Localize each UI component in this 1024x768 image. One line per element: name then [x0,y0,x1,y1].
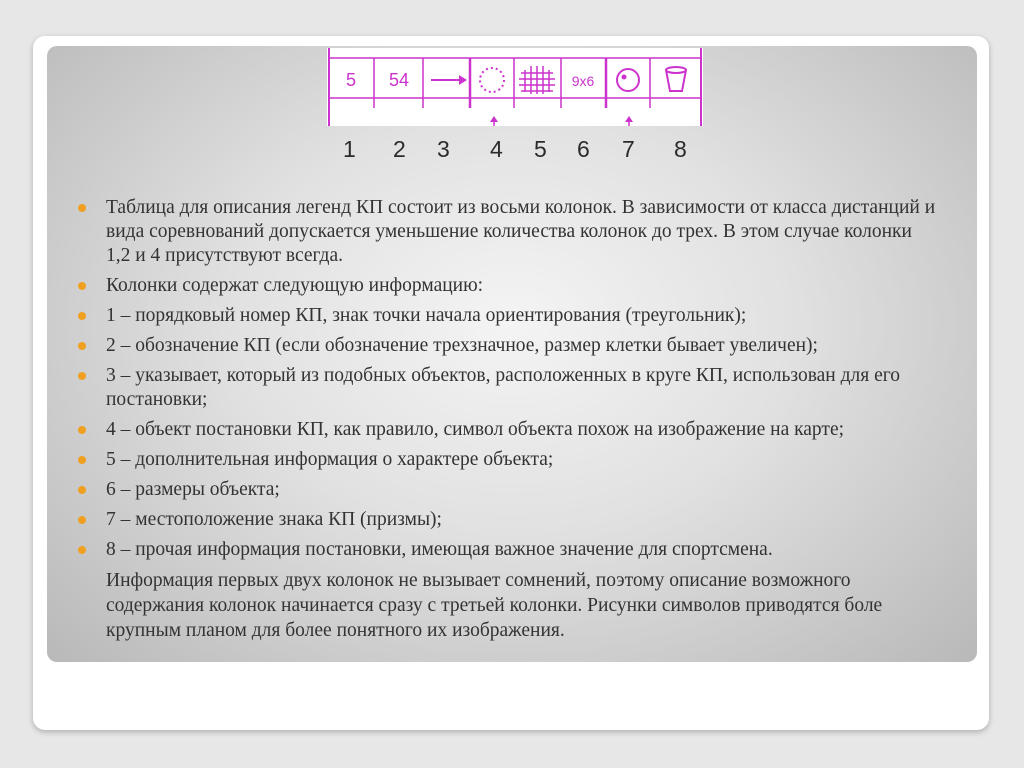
list-item-text: Колонки содержат следующую информацию: [106,275,484,296]
list-item-text: 5 – дополнительная информация о характере объекта; [106,449,554,470]
list-item [78,304,938,328]
list-item-text: Таблица для описания легенд КП состоит из восьми колонок. В зависимости от класса дистанций и вида соревнований допускается уменьшение количества колонок до трех. В этом случае колонки 1,2 и 4 присутствуют всегда. [106,197,936,266]
list-item-text: 3 – указывает, который из подобных объектов, расположенных в круге КП, использован для его постановки; [106,365,901,410]
grid-icon [519,66,555,94]
column-number: 8 [674,136,687,162]
bullet-dot-icon [78,312,86,320]
list-item-text: 1 – порядковый номер КП, знак точки начала ориентирования (треугольник); [106,305,747,326]
column-number: 5 [534,136,547,162]
list-item [78,538,938,562]
legend-cell-1: 5 [345,70,357,90]
list-item [78,334,938,358]
list-item-text: 7 – местоположение знака КП (призмы); [106,509,442,530]
dotted-circle-icon [480,68,504,92]
legend-cell-6: 9x6 [571,73,595,89]
bullet-dot-icon [78,426,86,434]
cup-icon [666,67,686,91]
list-item [78,508,938,532]
bullet-dot-icon [78,204,86,212]
list-item-text: 2 – обозначение КП (если обозначение трехзначное, размер клетки бывает увеличен); [106,335,818,356]
list-item-text: 8 – прочая информация постановки, имеющая важное значение для спортсмена. [106,539,773,560]
list-item [78,364,938,412]
column-number: 2 [393,136,406,162]
column-number: 1 [343,136,356,162]
column-number: 3 [437,136,450,162]
bullet-dot-icon [78,516,86,524]
list-item-text: 6 – размеры объекта; [106,479,280,500]
slide-content [78,196,938,643]
bullet-dot-icon [78,456,86,464]
column-number: 6 [577,136,590,162]
list-item [78,418,938,442]
list-item-text: 4 – объект постановки КП, как правило, символ объекта похож на изображение на карте; [106,419,845,440]
point-circle-icon [617,69,639,91]
bullet-dot-icon [78,546,86,554]
bullet-dot-icon [78,282,86,290]
closing-paragraph: Информация первых двух колонок не вызывает сомнений, поэтому описание возможного содержания колонок начинается сразу с третьей колонки. Рисунки символов приводятся боле крупным планом для более понятного их изображения. [106,570,883,641]
list-item [78,478,938,502]
legend-cell-2: 54 [388,70,410,90]
legend-table-graphic [327,48,703,126]
list-item [78,196,938,268]
arrow-right-icon [431,75,467,85]
legend-table [327,48,703,126]
bullet-list [78,196,938,562]
list-item [78,448,938,472]
bullet-dot-icon [78,486,86,494]
bullet-dot-icon [78,342,86,350]
list-item [78,274,938,298]
column-numbers [327,136,703,166]
bullet-dot-icon [78,372,86,380]
column-number: 4 [490,136,503,162]
column-number: 7 [622,136,635,162]
